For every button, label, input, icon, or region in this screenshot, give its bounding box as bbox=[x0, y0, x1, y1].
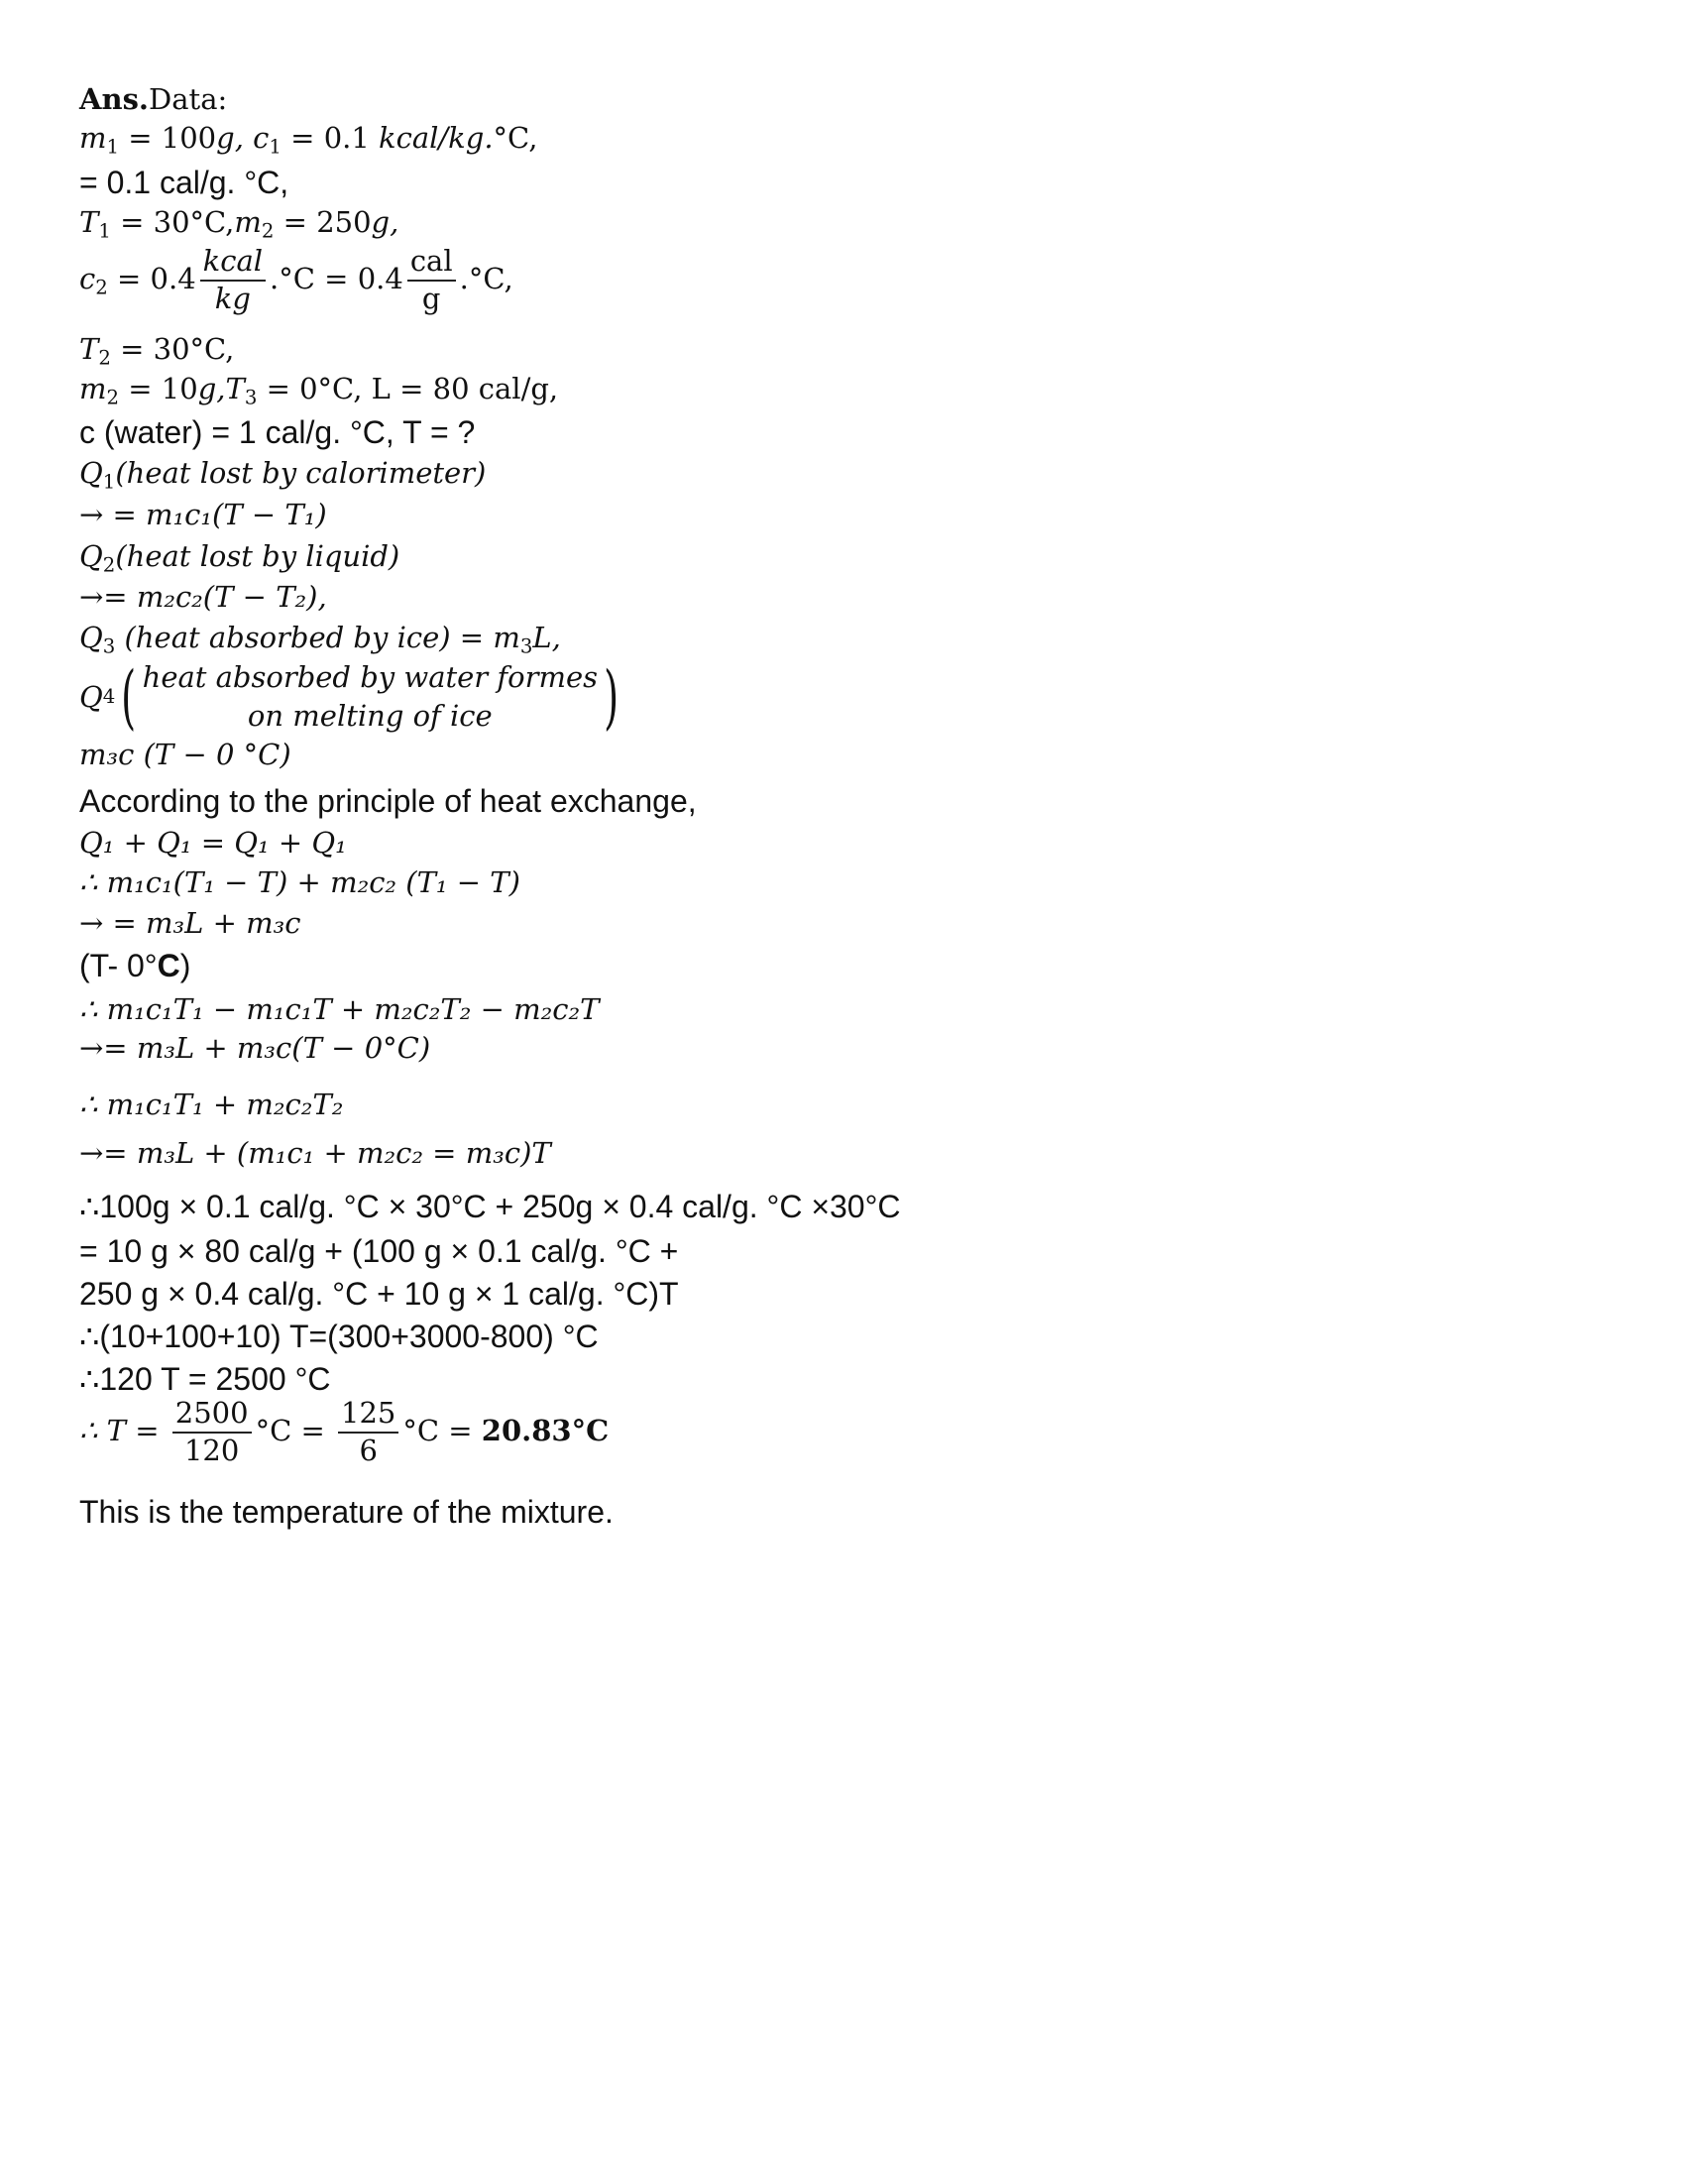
m1-value: = 100 bbox=[119, 121, 217, 155]
t2-value: = 30°C, bbox=[110, 332, 235, 366]
m2-value: = 250 bbox=[274, 205, 372, 239]
m2-unit: g, bbox=[371, 205, 399, 239]
fraction-numerator: kcal bbox=[200, 246, 266, 282]
q2-expression: →= m₂c₂(T − T₂), bbox=[79, 580, 327, 614]
c1-degree: °C, bbox=[493, 121, 538, 155]
c2-fraction-kcal-kg bbox=[200, 246, 266, 315]
step-7: ∴ m₁c₁T₁ + m₂c₂T₂ bbox=[79, 1088, 344, 1121]
given-c-water: c (water) = 1 cal/g. °C, T = ? bbox=[79, 414, 476, 450]
result-post: °C = bbox=[402, 1413, 482, 1447]
q2-symbol: Q bbox=[79, 539, 103, 573]
data-label: Data: bbox=[149, 82, 228, 116]
q1-description: (heat lost by calorimeter) bbox=[115, 456, 487, 490]
final-result bbox=[79, 1398, 609, 1467]
step-4-bold: C bbox=[157, 948, 180, 983]
q1-symbol: Q bbox=[79, 456, 103, 490]
result-middle: °C = bbox=[255, 1413, 334, 1447]
principle-statement: According to the principle of heat exchange, bbox=[79, 783, 697, 819]
q3-description: (heat absorbed by ice) = m bbox=[115, 621, 520, 654]
q4-definition bbox=[79, 656, 624, 739]
conclusion: This is the temperature of the mixture. bbox=[79, 1494, 614, 1530]
q3-definition: $Q_3$ (heat absorbed by $ice) = m_3L$, bbox=[79, 621, 561, 658]
c1-symbol: , c bbox=[234, 121, 270, 155]
given-c2: $c_2 = 0.4$ $\frac{\text{kcal}}{kg}$ .°C = 0.4 $\frac{\text{cal}}{g}$ .°C, bbox=[79, 244, 513, 315]
c2-value: = 0.4 bbox=[107, 261, 196, 295]
step-4 bbox=[79, 950, 190, 981]
step-11: 250 g × 0.4 cal/g. °C + 10 g × 1 cal/g. °C)T bbox=[79, 1276, 679, 1312]
c2-middle: .°C = 0.4 bbox=[270, 261, 403, 295]
given-t1-m2: $T_1 = 30^\circ C,m_2 = 250g$, bbox=[79, 205, 399, 243]
q4-description-line1: heat absorbed by water formes bbox=[142, 660, 598, 694]
fraction-denominator: g bbox=[421, 281, 441, 315]
fraction-numerator: 125 bbox=[338, 1398, 398, 1434]
answer-header bbox=[79, 82, 228, 116]
step-12: ∴(10+100+10) T=(300+3000-800) °C bbox=[79, 1319, 599, 1354]
given-c1-converted: = 0.1 cal/g. °C, bbox=[79, 165, 289, 200]
c2-symbol: c bbox=[79, 261, 96, 295]
result-answer: 20.83°C bbox=[481, 1413, 610, 1447]
right-paren-icon: ) bbox=[604, 656, 619, 739]
q2-definition: $Q_2(heat$ lost by liquid) bbox=[79, 539, 400, 577]
t1-value: = 30°C, bbox=[110, 205, 235, 239]
m3-value: = 10 bbox=[119, 372, 198, 405]
ans-label: Ans. bbox=[79, 82, 150, 116]
step-3: → = m₃L + m₃c bbox=[79, 906, 301, 940]
given-t2: $T_2 = 30^\circ C$, bbox=[79, 332, 235, 370]
q1-expression: → = m₁c₁(T − T₁) bbox=[79, 498, 327, 531]
c1-unit: kcal/kg. bbox=[379, 121, 494, 155]
q4-expression: m₃c (T − 0 °C) bbox=[79, 738, 291, 771]
step-6: →= m₃L + m₃c(T − 0°C) bbox=[79, 1031, 431, 1065]
q1-definition: $Q_1(heat$ lost by calorimeter) bbox=[79, 456, 487, 494]
t3-l-values: = 0°C, L = 80 cal/g, bbox=[257, 372, 559, 405]
fraction-denominator: 6 bbox=[359, 1433, 378, 1467]
q3-symbol: Q bbox=[79, 621, 103, 654]
m1-symbol: m bbox=[79, 121, 107, 155]
step-10: = 10 g × 80 cal/g + (100 g × 0.1 cal/g. °C + bbox=[79, 1233, 679, 1269]
t2-symbol: T bbox=[79, 332, 99, 366]
m3-unit: g bbox=[197, 372, 217, 405]
given-m1-c1: $m_1 = 100g$, $c_1 = 0.1$ kcal/kg.°C, bbox=[79, 121, 538, 159]
c2-degree: .°C, bbox=[459, 261, 513, 295]
step-8: →= m₃L + (m₁c₁ + m₂c₂ = m₃c)T bbox=[79, 1136, 551, 1170]
result-fraction-2 bbox=[338, 1398, 398, 1467]
m2-symbol: m bbox=[234, 205, 262, 239]
step-1: Q₁ + Q₁ = Q₁ + Q₁ bbox=[79, 826, 347, 860]
left-paren-icon: ( bbox=[121, 656, 137, 739]
q2-description: (heat lost by liquid) bbox=[115, 539, 400, 573]
fraction-denominator: kg bbox=[214, 281, 251, 315]
step-9: ∴100g × 0.1 cal/g. °C × 30°C + 250g × 0.4 cal/g. °C ×30°C bbox=[79, 1189, 901, 1224]
m3-symbol: m bbox=[79, 372, 107, 405]
step-13: ∴120 T = 2500 °C bbox=[79, 1361, 331, 1397]
step-5: ∴ m₁c₁T₁ − m₁c₁T + m₂c₂T₂ − m₂c₂T bbox=[79, 992, 600, 1026]
step-2: ∴ m₁c₁(T₁ − T) + m₂c₂ (T₁ − T) bbox=[79, 865, 520, 899]
fraction-denominator: 120 bbox=[183, 1433, 240, 1467]
c1-value: = 0.1 bbox=[281, 121, 380, 155]
q4-symbol: Q bbox=[79, 679, 103, 714]
fraction-numerator: cal bbox=[407, 246, 456, 282]
q4-block: Q 4 ( heat absorbed by water formes on melting of ice ) bbox=[79, 656, 619, 739]
step-4-pre: (T- 0° bbox=[79, 948, 158, 983]
step-4-post: ) bbox=[179, 948, 191, 983]
fraction-numerator: 2500 bbox=[172, 1398, 252, 1434]
m1-unit: g bbox=[216, 121, 235, 155]
t1-symbol: T bbox=[79, 205, 99, 239]
result-prefix: ∴ T = bbox=[79, 1413, 169, 1447]
t3-symbol: ,T bbox=[216, 372, 245, 405]
q4-description-line2: on melting of ice bbox=[247, 699, 493, 734]
q3-tail: L, bbox=[532, 621, 561, 654]
result-fraction-1 bbox=[172, 1398, 252, 1467]
q4-description bbox=[143, 658, 598, 736]
given-m3-t3-l: $m_2 = 10g,T_3 = 0^\circ C$, L = 80 cal/g, bbox=[79, 372, 559, 409]
c2-fraction-cal-g bbox=[407, 246, 456, 315]
